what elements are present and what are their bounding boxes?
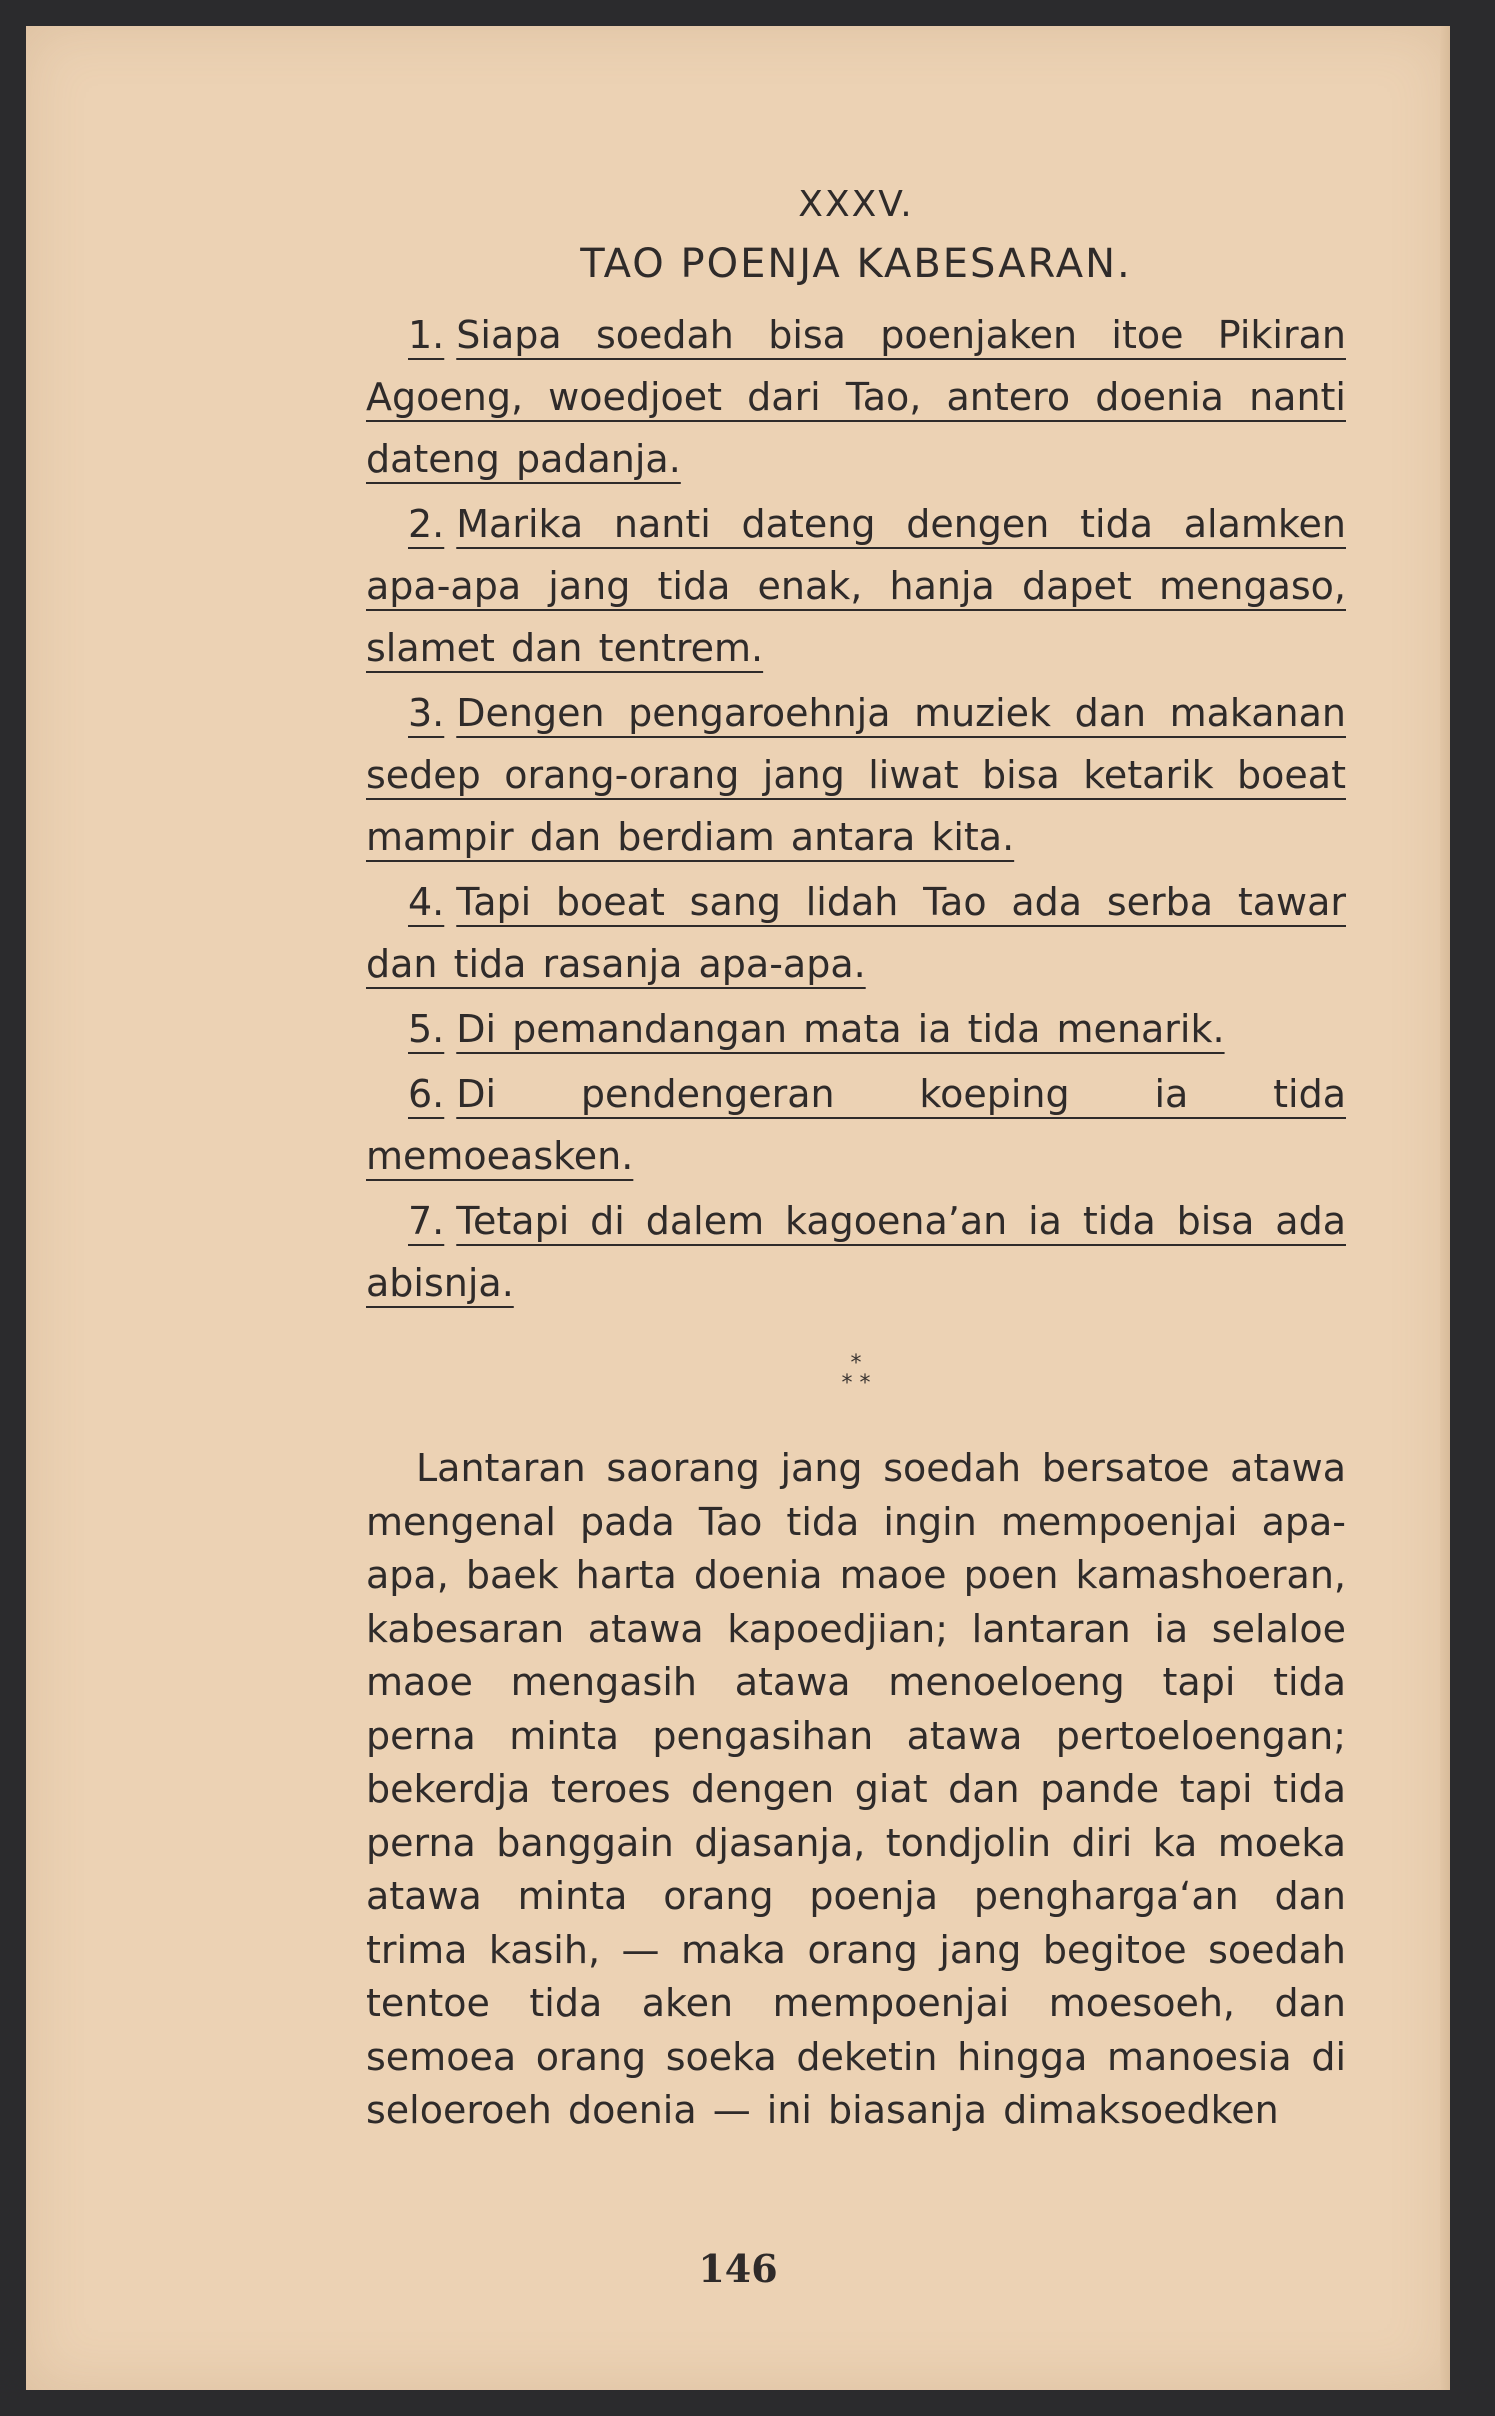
page-number: 146 <box>698 2246 778 2291</box>
verse-text: Marika nanti dateng dengen tida alamken apa-apa jang tida enak, hanja dapet mengaso, slamet dan tentrem. <box>366 502 1346 670</box>
verse-number: 7. <box>408 1199 445 1243</box>
verse-list <box>366 304 1346 1314</box>
verse-5 <box>366 998 1346 1060</box>
verse-number: 2. <box>408 502 445 546</box>
verse-text: Siapa soedah bisa poenjaken itoe Pikiran Agoeng, woedjoet dari Tao, antero doenia nanti dateng padanja. <box>366 313 1346 481</box>
page-edge <box>1440 26 1450 2390</box>
verse-text: Di pemandangan mata ia tida menarik. <box>456 1007 1225 1051</box>
separator-top-star: * <box>850 1351 862 1376</box>
section-separator <box>366 1351 1346 1396</box>
verse-1 <box>366 304 1346 490</box>
verse-2 <box>366 493 1346 679</box>
verse-number: 6. <box>408 1072 445 1116</box>
separator-bottom-stars: * * <box>841 1371 871 1396</box>
text-block <box>366 176 1346 2138</box>
verse-text: Di pendengeran koeping ia tida memoeasken. <box>366 1072 1346 1178</box>
book-page <box>26 26 1450 2390</box>
verse-3 <box>366 682 1346 868</box>
verse-number: 3. <box>408 691 445 735</box>
verse-number: 5. <box>408 1007 445 1051</box>
verse-4 <box>366 871 1346 995</box>
verse-7 <box>366 1190 1346 1314</box>
body-paragraph: Lantaran saorang jang soedah bersatoe atawa mengenal pada Tao tida ingin mempoenjai apa-apa, baek harta doenia maoe poen kamashoeran, kabesaran atawa kapoedjian; lantaran ia selaloe maoe mengasih atawa menoeloeng tapi tida perna minta pengasihan atawa pertoeloengan; bekerdja teroes dengen giat dan pande tapi tida perna banggain djasanja, tondjolin diri ka moeka atawa minta orang poenja pengharga‘an dan trima kasih, — maka orang jang begitoe soedah tentoe tida aken mempoenjai moesoeh, dan semoea orang soeka deketin hingga manoesia di seloeroeh doenia — ini biasanja dimaksoedken <box>366 1446 1346 2132</box>
verse-text: Dengen pengaroehnja muziek dan makanan sedep orang-orang jang liwat bisa ketarik boeat mampir dan berdiam antara kita. <box>366 691 1346 859</box>
verse-6 <box>366 1063 1346 1187</box>
chapter-number: XXXV. <box>798 184 914 225</box>
verse-text: Tapi boeat sang lidah Tao ada serba tawar dan tida rasanja apa-apa. <box>366 880 1346 986</box>
verse-text: Tetapi di dalem kagoena’an ia tida bisa ada abisnja. <box>366 1199 1346 1305</box>
verse-number: 1. <box>408 313 445 357</box>
chapter-title: TAO POENJA KABESARAN. <box>580 241 1132 287</box>
verse-number: 4. <box>408 880 445 924</box>
